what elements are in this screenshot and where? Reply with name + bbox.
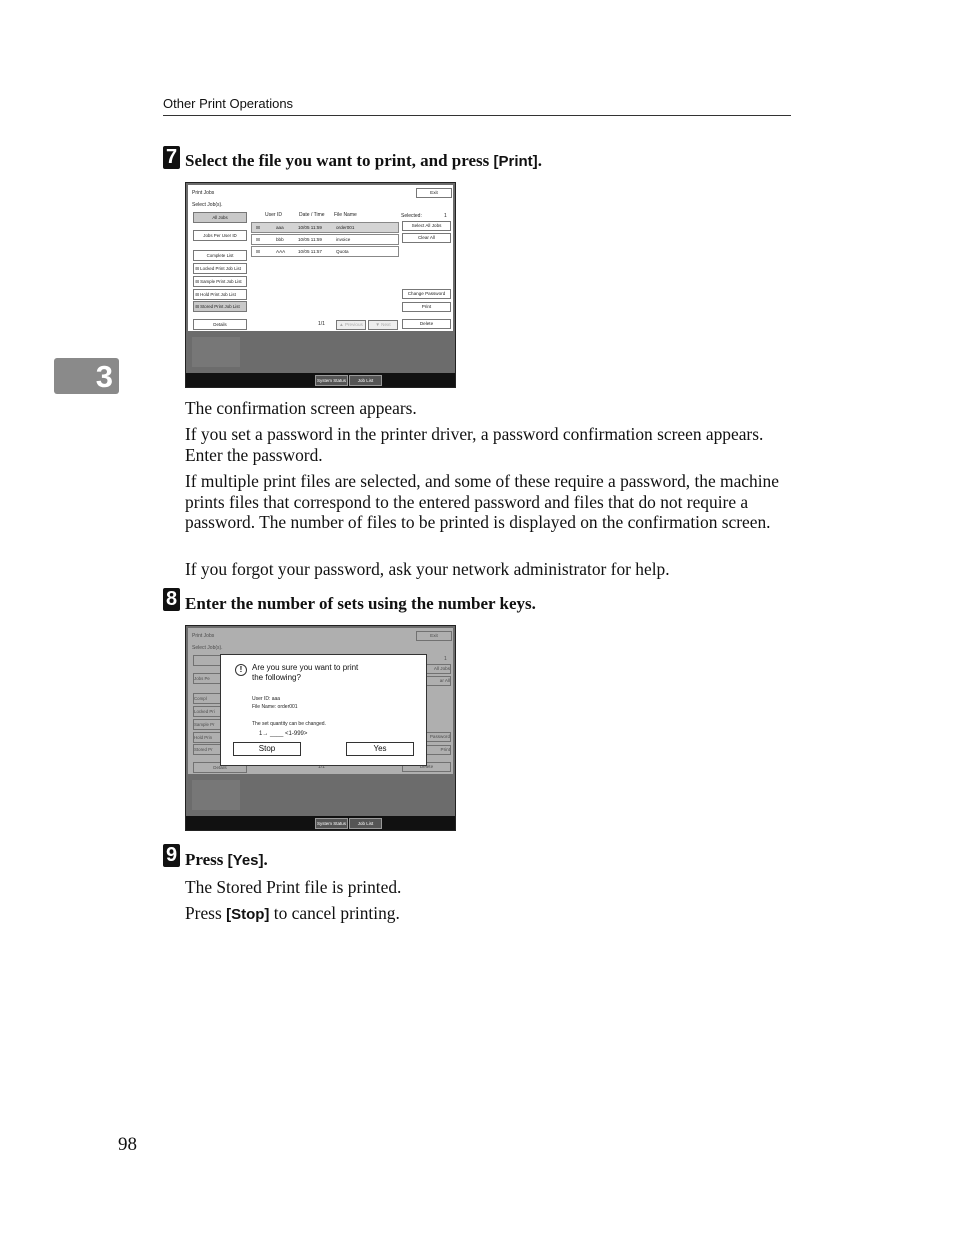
doc-icon: ⊟: [256, 249, 260, 254]
question-line-1: Are you sure you want to print: [252, 663, 359, 672]
previous-button[interactable]: ▲ Previous: [336, 320, 366, 330]
confirmation-dialog: [220, 654, 427, 766]
running-header: Other Print Operations: [163, 96, 294, 111]
step-9-text: Press: [185, 850, 224, 869]
paragraph: The confirmation screen appears.: [185, 398, 417, 418]
change-password-button[interactable]: Change Password: [402, 289, 451, 299]
page-indicator: 1/1: [318, 321, 325, 327]
hold-print-label: Hold Print Job List: [200, 292, 236, 297]
all-jobs-button[interactable]: All Jobs: [193, 212, 247, 223]
screen-lower-area: [188, 774, 453, 816]
stop-button[interactable]: Stop: [233, 742, 301, 756]
hold-print-list-button[interactable]: [193, 289, 247, 300]
paragraph: If you set a password in the printer driver, a password confirmation screen appears. Enter the password.: [185, 424, 764, 465]
row-date: 10/05 11:59: [298, 237, 322, 242]
step-8-title: Enter the number of sets using the number keys.: [185, 594, 536, 613]
row-user: bbb: [276, 237, 284, 242]
col-user-id: User ID: [265, 212, 282, 218]
step-9-period: .: [263, 850, 268, 869]
print-jobs-screen: [185, 182, 456, 388]
row-date: 10/05 11:57: [298, 249, 322, 254]
step-9-number: 9: [163, 844, 180, 867]
lock-icon: ⊟: [195, 266, 199, 271]
details-button[interactable]: Details: [193, 319, 247, 330]
row-file: invoice: [336, 237, 351, 242]
question-line-2: the following?: [252, 673, 301, 682]
warning-icon: !: [235, 664, 247, 676]
chapter-number: 3: [95, 359, 113, 394]
paragraph: If you forgot your password, ask your network administrator for help.: [185, 559, 670, 579]
row-file: order001: [336, 225, 355, 230]
yes-key-label: [Yes]: [227, 852, 264, 869]
jobs-per-user-button[interactable]: Jobs Per User ID: [193, 230, 247, 241]
col-date-time: Date / Time: [299, 212, 325, 218]
row-user: AAA: [276, 249, 286, 254]
doc-icon: ⊟: [256, 225, 260, 230]
print-button[interactable]: Print: [402, 302, 451, 312]
sample-print-list-button[interactable]: [193, 276, 247, 287]
select-all-jobs-button[interactable]: Select All Jobs: [402, 221, 451, 231]
status-bar: [186, 373, 455, 387]
quantity-note: The set quantity can be changed.: [252, 721, 326, 727]
table-row[interactable]: [251, 246, 399, 257]
screen-lower-area: [188, 331, 453, 373]
system-status-button[interactable]: System Status: [315, 375, 348, 386]
table-row[interactable]: [251, 222, 399, 233]
yes-button[interactable]: Yes: [346, 742, 414, 756]
stored-icon: ⊟: [195, 304, 199, 309]
stored-print-list-button[interactable]: [193, 301, 247, 312]
ghost-panel: [192, 337, 240, 367]
hold-icon: ⊟: [195, 292, 199, 297]
job-list-button[interactable]: Job List: [349, 375, 382, 386]
step-7-number: 7: [163, 146, 180, 169]
confirmation-screen: [185, 625, 456, 831]
header-rule: [163, 115, 791, 116]
clear-all-button[interactable]: Clear All: [402, 233, 451, 243]
press-text: Press: [185, 903, 222, 923]
row-user: aaa: [276, 225, 284, 230]
row-file: Quota: [336, 249, 349, 254]
locked-print-list-button[interactable]: [193, 263, 247, 274]
selected-count: 1: [444, 213, 447, 219]
job-list-button[interactable]: Job List: [349, 818, 382, 829]
delete-button[interactable]: Delete: [402, 319, 451, 329]
selected-label: Selected:: [401, 213, 422, 219]
paragraph: If multiple print files are selected, and some of these require a password, the machine prints files that correspond to the entered password and files that do not require a password. The number of files to be printed is displayed on the confirmation screen.: [185, 471, 779, 532]
col-file-name: File Name: [334, 212, 357, 218]
step-9-title: [185, 850, 268, 870]
user-id-text: User ID: aaa: [252, 696, 281, 702]
select-jobs-prompt: Select Job(s).: [192, 202, 223, 208]
exit-button[interactable]: Exit: [416, 188, 452, 198]
screen-panel: [188, 185, 453, 331]
step-8-number: 8: [163, 588, 180, 611]
paragraph: The Stored Print file is printed.: [185, 877, 402, 897]
screen-title: Print Jobs: [192, 190, 215, 196]
next-button[interactable]: ▼ Next: [368, 320, 398, 330]
table-row[interactable]: [251, 234, 399, 245]
print-key-label: [Print]: [493, 153, 538, 170]
stored-print-label: Stored Print Job List: [200, 304, 240, 309]
complete-list-button[interactable]: Complete List: [193, 250, 247, 261]
chapter-tab: [54, 358, 119, 394]
paragraph: [185, 903, 791, 926]
sample-print-label: Sample Print Job List: [200, 279, 242, 284]
set-quantity-field[interactable]: 1→ ____ <1-999>: [259, 731, 308, 737]
step-7-title: [185, 151, 542, 171]
step-7-text: Select the file you want to print, and press: [185, 151, 490, 170]
confirmation-question: [252, 663, 422, 683]
stop-key-label: [Stop]: [226, 906, 270, 923]
step-7-period: .: [537, 151, 542, 170]
doc-icon: ⊟: [256, 237, 260, 242]
file-name-text: File Name: order001: [252, 704, 298, 710]
cancel-text: to cancel printing.: [273, 903, 400, 923]
ghost-panel: [192, 780, 240, 810]
screen-panel: [188, 628, 453, 774]
row-date: 10/05 11:59: [298, 225, 322, 230]
status-bar: [186, 816, 455, 830]
page-number: 98: [118, 1134, 137, 1155]
sample-icon: ⊟: [195, 279, 199, 284]
system-status-button[interactable]: System Status: [315, 818, 348, 829]
locked-print-label: Locked Print Job List: [200, 266, 241, 271]
